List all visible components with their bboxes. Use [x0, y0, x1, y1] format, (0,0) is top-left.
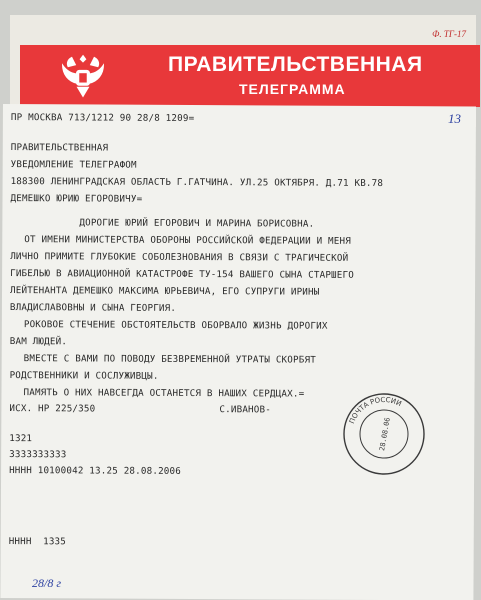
double-headed-eagle-icon: [55, 48, 111, 104]
body-line: ЛИЧНО ПРИМИТЕ ГЛУБОКИЕ СОБОЛЕЗНОВАНИЯ В СВЯЗИ С ТРАГИЧЕСКОЙ: [10, 251, 349, 264]
form-code: Ф. ТГ-17: [432, 29, 466, 39]
address-line: 188300 ЛЕНИНГРАДСКАЯ ОБЛАСТЬ Г.ГАТЧИНА. УЛ.25 ОКТЯБРЯ. Д.71 КВ.78: [10, 176, 384, 189]
greeting: ДОРОГИЕ ЮРИЙ ЕГОРОВИЧ И МАРИНА БОРИСОВНА.: [79, 217, 315, 230]
signature-name: С.ИВАНОВ-: [219, 404, 272, 416]
body-line: ЛЕЙТЕНАНТА ДЕМЕШКО МАКСИМА ЮРЬЕВИЧА, ЕГО СУПРУГИ ИРИНЫ: [9, 285, 320, 298]
body-line: РОКОВОЕ СТЕЧЕНИЕ ОБСТОЯТЕЛЬСТВ ОБОРВАЛО ЖИЗНЬ ДОРОГИХ: [23, 319, 328, 332]
postal-stamp-icon: [340, 390, 428, 478]
telegram-tape: [0, 104, 476, 600]
svg-text:ПОЧТА РОССИИ: [348, 396, 403, 425]
address-line: УВЕДОМЛЕНИЕ ТЕЛЕГРАФОМ: [10, 159, 137, 171]
service-line: 3333333333: [9, 449, 67, 461]
outgoing-number: ИСХ. НР 225/350: [9, 403, 96, 415]
footer-code: НННН 1335: [8, 536, 67, 548]
address-line: ДЕМЕШКО ЮРИЮ ЕГОРОВИЧУ=: [10, 193, 143, 205]
handwritten-note: 28/8 г: [32, 576, 62, 590]
telegram-subtitle: ТЕЛЕГРАММА: [239, 81, 346, 97]
service-line: НННН 10100042 13.25 28.08.2006: [9, 465, 182, 477]
address-line: ПРАВИТЕЛЬСТВЕННАЯ: [10, 142, 109, 154]
stamp-ring-text: ПОЧТА РОССИИ: [347, 395, 403, 425]
service-line: 1321: [9, 433, 33, 445]
red-banner: [20, 45, 480, 107]
body-line: РОДСТВЕННИКИ И СОСЛУЖИВЦЫ.: [9, 370, 159, 382]
body-line: ВЛАДИСЛАВОВНЫ И СЫНА ГЕОРГИЯ.: [9, 302, 177, 314]
header-line: ПР МОСКВА 713/1212 90 28/8 1209=: [10, 112, 195, 125]
body-line: ОТ ИМЕНИ МИНИСТЕРСТВА ОБОРОНЫ РОССИЙСКОЙ ФЕДЕРАЦИИ И МЕНЯ: [24, 234, 352, 247]
body-line: ВАМ ЛЮДЕЙ.: [9, 336, 68, 348]
telegram-title: ПРАВИТЕЛЬСТВЕННАЯ: [168, 53, 423, 76]
body-line: ГИБЕЛЬЮ В АВИАЦИОННОЙ КАТАСТРОФЕ ТУ-154 ВАШЕГО СЫНА СТАРШЕГО: [10, 268, 355, 281]
stamp-date: 28.08.06: [378, 416, 392, 452]
body-line: ПАМЯТЬ О НИХ НАВСЕГДА ОСТАНЕТСЯ В НАШИХ СЕРДЦАХ.=: [23, 387, 305, 400]
handwritten-page-number: 13: [448, 111, 461, 126]
body-line: ВМЕСТЕ С ВАМИ ПО ПОВОДУ БЕЗВРЕМЕННОЙ УТРАТЫ СКОРБЯТ: [23, 353, 317, 366]
